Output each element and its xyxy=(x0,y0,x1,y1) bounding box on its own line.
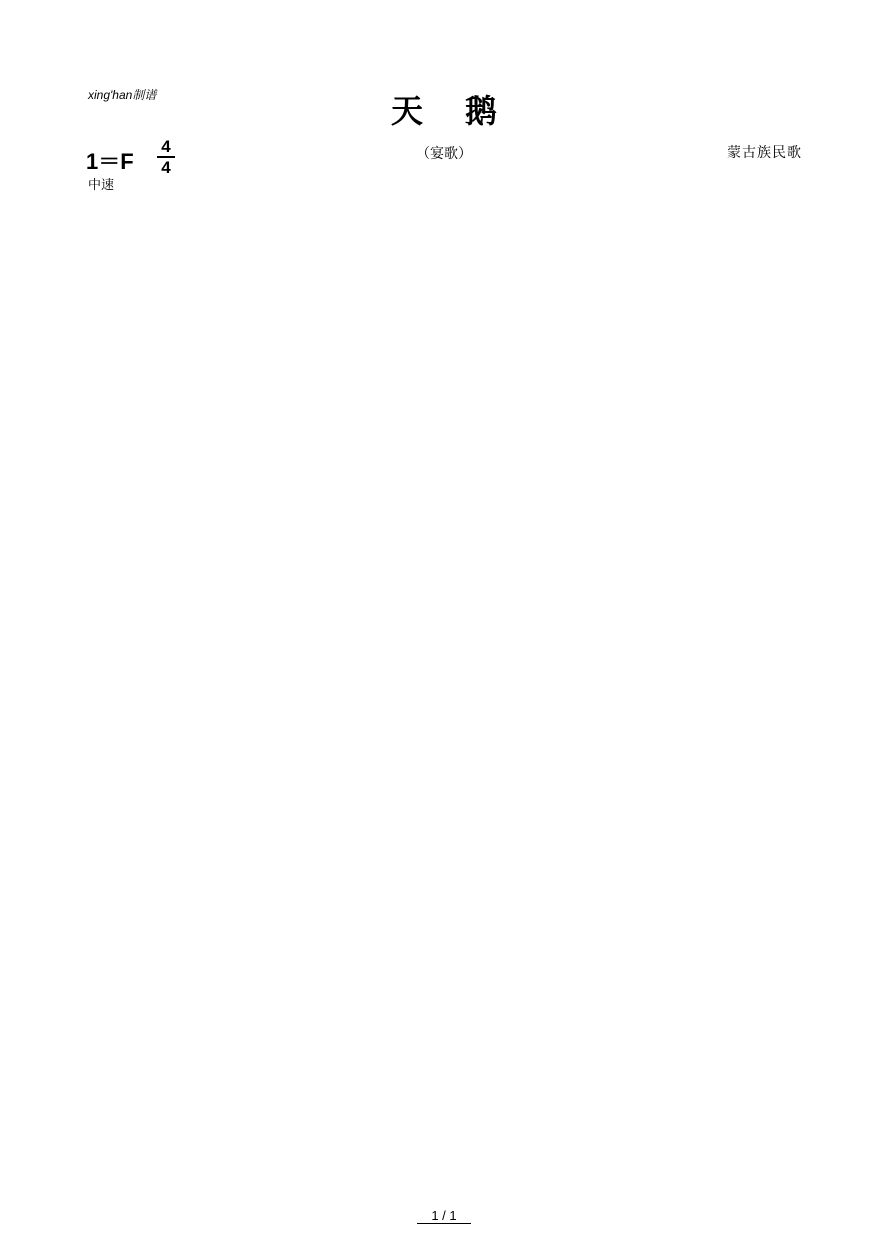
transcriber-credit: xing'han制谱 xyxy=(88,88,157,102)
time-signature-bottom: 4 xyxy=(161,158,171,177)
page-footer xyxy=(0,1208,888,1224)
tempo-marking: 中速 xyxy=(88,178,115,193)
key-signature: 1＝F xyxy=(86,149,134,174)
composer: 蒙古族民歌 xyxy=(727,145,802,161)
song-subtitle: （宴歌） xyxy=(416,146,472,162)
time-signature-top: 4 xyxy=(161,137,171,156)
song-title: 天鹅 xyxy=(390,92,539,130)
page-number: 1 / 1 xyxy=(417,1208,470,1224)
